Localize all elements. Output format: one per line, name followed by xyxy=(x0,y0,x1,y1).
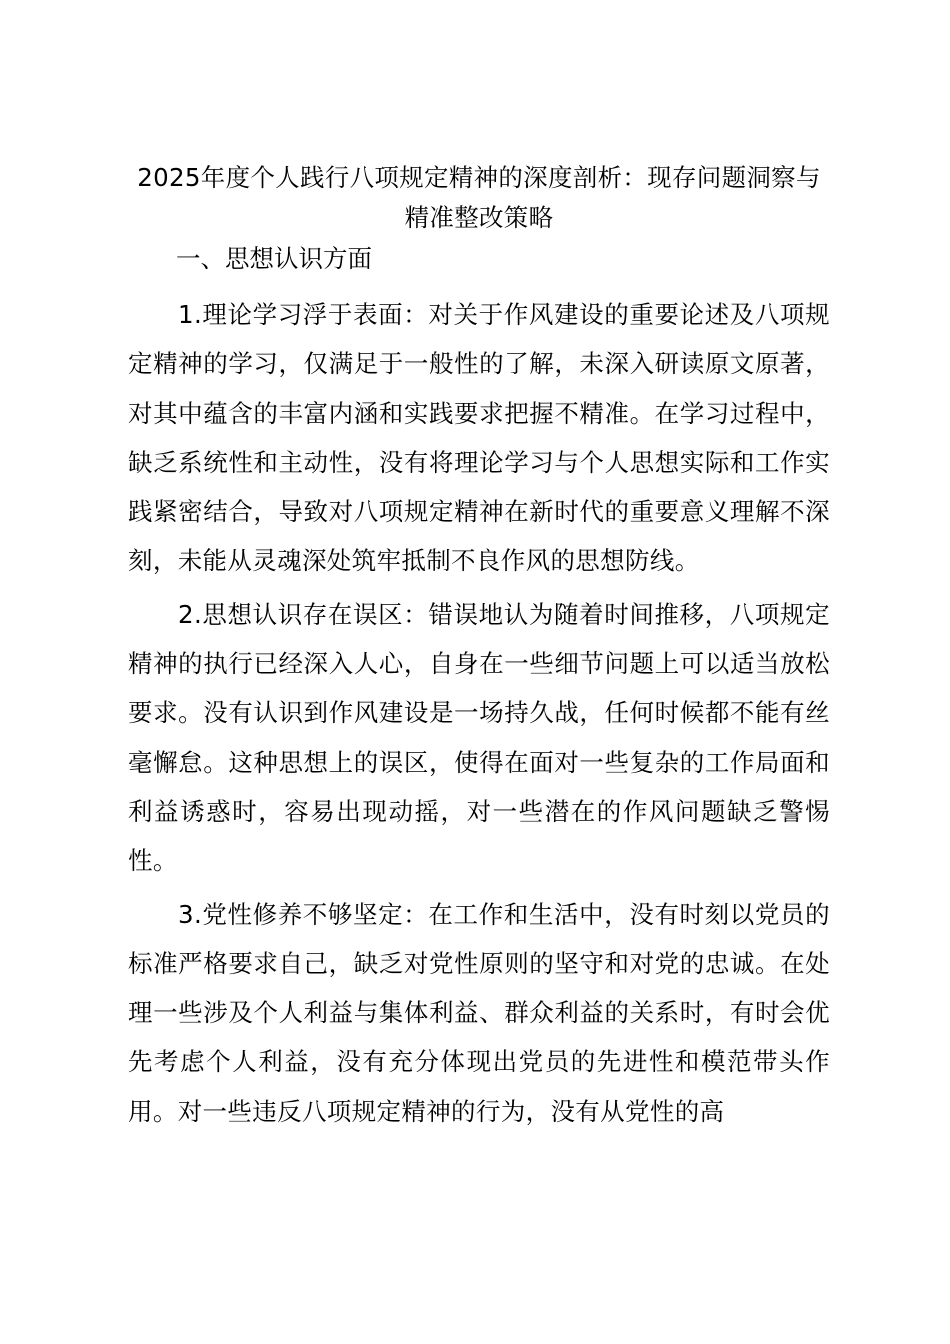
paragraph-misconception: 2.思想认识存在误区：错误地认为随着时间推移，八项规定精神的执行已经深入人心，自身在一些细节问题上可以适当放松要求。没有认识到作风建设是一场持久战，任何时候都不能有丝毫懈怠。这种思想上的误区，使得在面对一些复杂的工作局面和利益诱惑时，容易出现动摇，对一些潜在的作风问题缺乏警惕性。 xyxy=(128,599,830,876)
document-title xyxy=(128,158,830,238)
section-heading-thought: 一、思想认识方面 xyxy=(176,244,372,273)
title-line-2: 精准整改策略 xyxy=(404,203,554,232)
paragraph-party-spirit: 3.党性修养不够坚定：在工作和生活中，没有时刻以党员的标准严格要求自己，缺乏对党性原则的坚守和对党的忠诚。在处理一些涉及个人利益与集体利益、群众利益的关系时，有时会优先考虑个人利益，没有充分体现出党员的先进性和模范带头作用。对一些违反八项规定精神的行为，没有从党性的高 xyxy=(128,899,830,1126)
document-page xyxy=(128,158,830,1136)
paragraph-theory-study: 1.理论学习浮于表面：对关于作风建设的重要论述及八项规定精神的学习，仅满足于一般性的了解，未深入研读原文原著，对其中蕴含的丰富内涵和实践要求把握不精准。在学习过程中，缺乏系统性和主动性，没有将理论学习与个人思想实际和工作实践紧密结合，导致对八项规定精神在新时代的重要意义理解不深刻，未能从灵魂深处筑牢抵制不良作风的思想防线。 xyxy=(128,300,830,576)
title-line-1: 2025年度个人践行八项规定精神的深度剖析：现存问题洞察与 xyxy=(137,163,821,192)
